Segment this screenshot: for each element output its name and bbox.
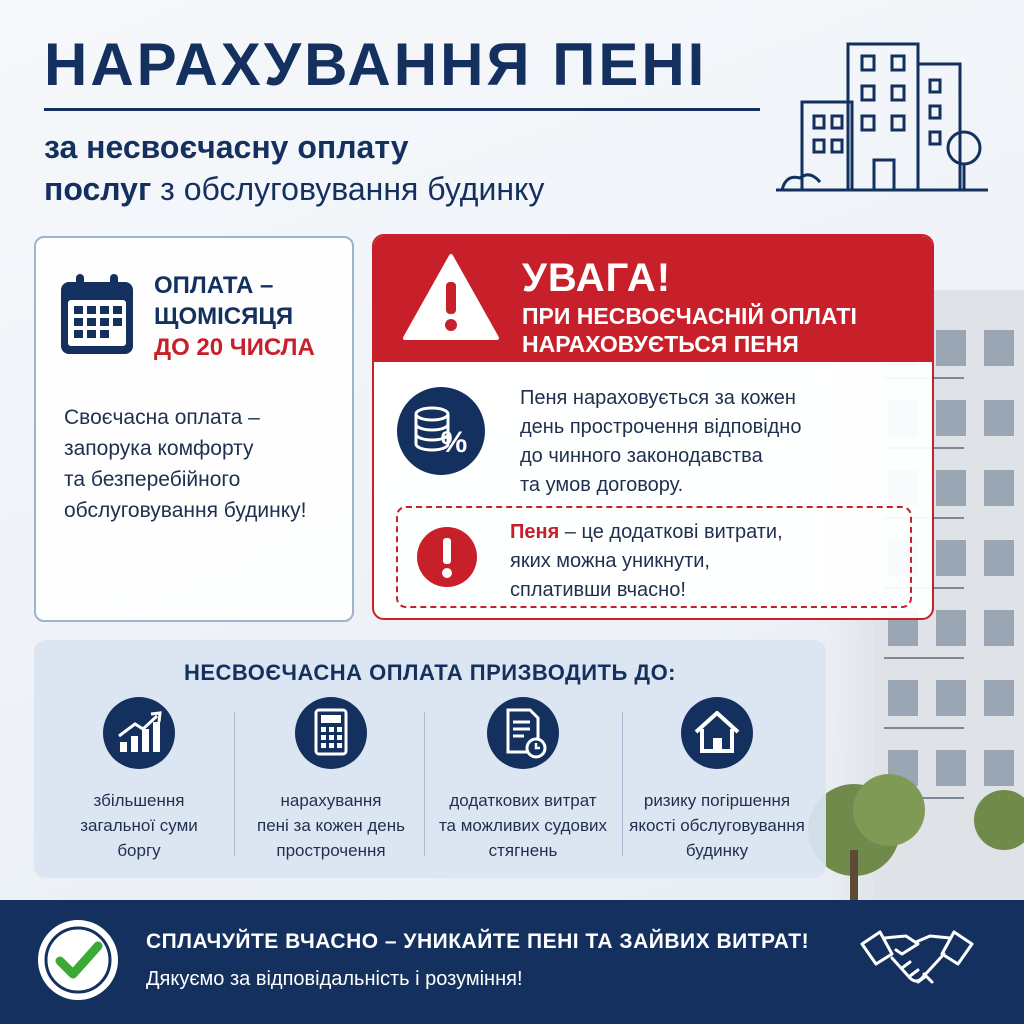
timely-text-line-1: Своєчасна оплата –	[64, 406, 260, 429]
consequence-line-3: прострочення	[276, 841, 386, 860]
consequence-line-2: якості обслуговування	[629, 816, 805, 835]
warning-subtitle	[522, 302, 857, 358]
note-highlight: Пеня	[510, 521, 560, 543]
warning-card	[372, 234, 934, 620]
consequence-text	[236, 788, 426, 863]
consequences-panel	[34, 640, 826, 878]
subtitle-line-1: за несвоєчасну оплату	[44, 129, 409, 165]
exclamation-circle-icon	[416, 526, 478, 588]
footer-call-to-action: СПЛАЧУЙТЕ ВЧАСНО – УНИКАЙТЕ ПЕНІ ТА ЗАЙВИХ ВИТРАТ!	[146, 930, 810, 953]
coins-percent-icon	[396, 386, 486, 476]
note-line-2: яких можна уникнути,	[510, 550, 710, 572]
footer-thanks: Дякуємо за відповідальність і розуміння!	[146, 968, 523, 990]
building-line-icon	[772, 36, 992, 196]
consequence-line-1: додаткових витрат	[449, 791, 597, 810]
penalty-note-box	[396, 506, 912, 608]
penalty-text-line-3: до чинного законодавства	[520, 445, 763, 467]
consequence-line-1: нарахування	[280, 791, 382, 810]
penalty-text-line-4: та умов договору.	[520, 474, 684, 496]
consequence-text	[622, 788, 812, 863]
column-divider	[424, 712, 425, 856]
consequence-line-1: збільшення	[93, 791, 185, 810]
consequences-title: НЕСВОЄЧАСНА ОПЛАТА ПРИЗВОДИТЬ ДО:	[183, 660, 677, 685]
penalty-note-text	[510, 518, 783, 605]
calendar-icon	[58, 272, 136, 358]
consequence-line-3: боргу	[117, 841, 161, 860]
warning-subtitle-line-2: НАРАХОВУЄТЬСЯ ПЕНЯ	[522, 331, 799, 357]
consequence-line-1: ризику погіршення	[643, 791, 791, 810]
timely-text-line-4: обслуговування будинку!	[64, 499, 307, 522]
page-subtitle	[44, 126, 544, 210]
consequence-line-2: загальної суми	[80, 816, 198, 835]
warning-triangle-icon	[402, 252, 500, 344]
handshake-icon	[858, 924, 976, 998]
growth-chart-icon	[102, 696, 176, 770]
consequence-line-3: стягнень	[488, 841, 558, 860]
warning-header	[374, 236, 932, 362]
note-line-1	[510, 518, 783, 547]
warning-subtitle-line-1: ПРИ НЕСВОЄЧАСНІЙ ОПЛАТІ	[522, 303, 857, 329]
timely-payment-text	[64, 402, 307, 526]
title-divider	[44, 108, 760, 111]
consequence-item-legal-costs	[428, 696, 618, 868]
page-title: НАРАХУВАННЯ ПЕНІ	[44, 31, 708, 98]
consequence-line-2: та можливих судових	[438, 816, 608, 835]
warning-title: УВАГА!	[522, 256, 672, 300]
penalty-text-line-2: день прострочення відповідно	[520, 416, 802, 438]
consequence-line-2: пені за кожен день	[257, 816, 405, 835]
calculator-icon	[294, 696, 368, 770]
footer-banner	[0, 900, 1024, 1024]
consequence-item-service-quality	[622, 696, 812, 868]
payment-deadline-heading	[154, 270, 315, 363]
consequence-text	[44, 788, 234, 863]
document-clock-icon	[486, 696, 560, 770]
subtitle-bold-word: послуг	[44, 171, 152, 207]
timely-text-line-2: запорука комфорту	[64, 437, 254, 460]
timely-text-line-3: та безперебійного	[64, 468, 241, 491]
payment-line-2: ЩОМІСЯЦЯ	[154, 303, 294, 330]
consequence-line-3: будинку	[685, 841, 749, 860]
subtitle-line-2	[44, 168, 544, 210]
note-line-3: сплативши вчасно!	[510, 579, 686, 601]
payment-line-1: ОПЛАТА –	[154, 272, 274, 299]
check-circle-icon	[36, 918, 120, 1002]
payment-deadline-card	[34, 236, 354, 622]
consequence-item-penalty	[236, 696, 426, 868]
svg-text:%: %	[440, 426, 468, 459]
column-divider	[234, 712, 235, 856]
consequence-item-debt-growth	[44, 696, 234, 868]
consequence-text	[428, 788, 618, 863]
penalty-text-line-1: Пеня нараховується за кожен	[520, 387, 796, 409]
house-icon	[680, 696, 754, 770]
penalty-explanation	[520, 384, 801, 500]
subtitle-rest: з обслуговування будинку	[151, 171, 545, 207]
note-line-1-rest: – це додаткові витрати,	[559, 521, 783, 543]
payment-deadline-date: ДО 20 ЧИСЛА	[154, 334, 315, 361]
